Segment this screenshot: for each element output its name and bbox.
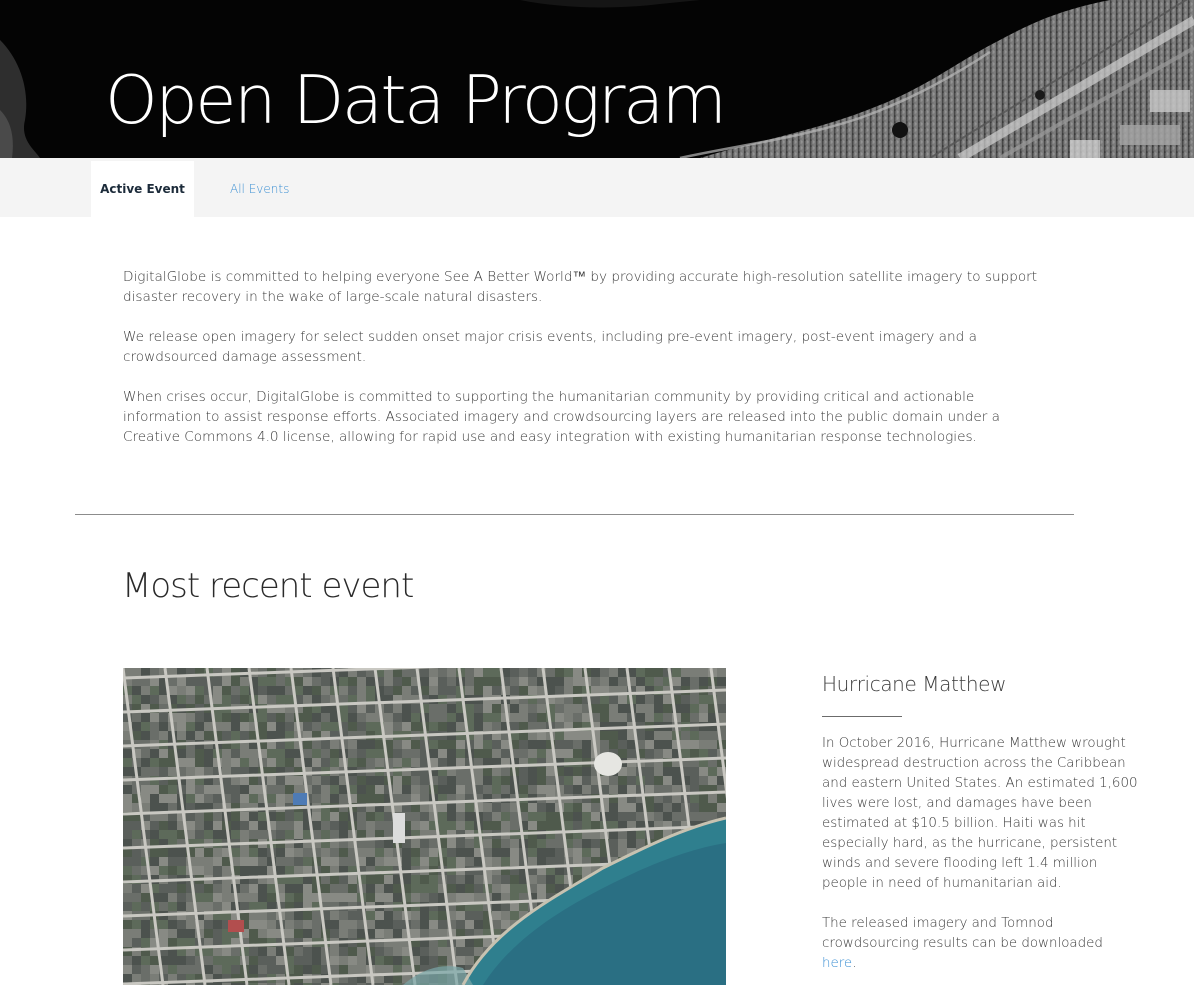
download-prefix: The released imagery and Tomnod crowdsourcing results can be downloaded	[822, 916, 1103, 951]
intro-paragraph: DigitalGlobe is committed to helping everyone See A Better World™ by providing accurate high-resolution satellite imagery to support disaster recovery in the wake of large-scale natural disasters.	[123, 269, 1038, 305]
event-satellite-image[interactable]	[123, 668, 726, 985]
tab-bar	[0, 158, 1194, 217]
download-text	[822, 914, 1140, 974]
hero-banner	[0, 0, 1194, 158]
event-title: Hurricane Matthew	[822, 672, 1007, 696]
city-grid-image	[123, 668, 726, 985]
tab-active-event[interactable]: Active Event	[91, 161, 194, 217]
intro-paragraph: We release open imagery for select sudden onset major crisis events, including pre-event imagery, post-event imagery and a crowdsourced damage assessment.	[123, 329, 977, 365]
tab-all-events[interactable]: All Events	[230, 182, 290, 196]
event-title-rule	[822, 716, 902, 717]
intro-paragraph: When crises occur, DigitalGlobe is committed to supporting the humanitarian community by providing critical and actionable information to assist response efforts. Associated imagery and crowdsourcing layers are released into the public domain under a Creative Commons 4.0 license, allowing for rapid use and easy integration with existing humanitarian response technologies.	[123, 389, 1000, 445]
event-description	[822, 734, 1140, 985]
download-link[interactable]: here	[822, 956, 853, 971]
event-summary: In October 2016, Hurricane Matthew wrought widespread destruction across the Caribbean and eastern United States. An estimated 1,600 lives were lost, and damages have been estimated at $10.5 billion. Haiti was hit especially hard, as the hurricane, persistent winds and severe flooding left 1.4 million people in need of humanitarian aid.	[822, 736, 1138, 891]
section-title: Most recent event	[122, 566, 414, 606]
section-divider	[75, 514, 1074, 515]
intro-text	[123, 267, 1043, 467]
download-suffix: .	[852, 956, 857, 971]
page-title: Open Data Program	[105, 61, 725, 139]
